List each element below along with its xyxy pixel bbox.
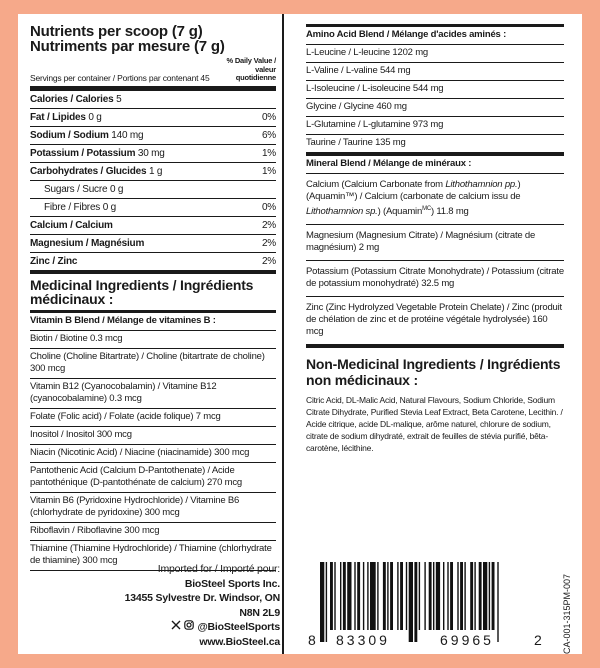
barcode-digits-2: 83309 [336,632,390,648]
barcode-bar [387,562,388,630]
nutrient-row [30,127,276,145]
barcode [308,562,548,650]
nutrition-title-fr: Nutriments par mesure (7 g) [30,38,225,55]
barcode-bar [457,562,458,630]
amino-item: L-Isoleucine / L-isoleucine 544 mg [306,81,564,99]
instagram-icon [184,620,194,635]
barcode-bar [464,562,465,630]
nutrient-dv: 2% [261,255,276,267]
servings-text: Servings per container / Portions par contenant 45 [30,72,210,83]
mineral-item: Zinc (Zinc Hydrolyzed Vegetable Protein Chelate) / Zinc (produit de chélation de zinc et de protéine végétale hydrolysée) 160 mcg [306,297,564,345]
amino-item: L-Leucine / L-leucine 1202 mg [306,45,564,63]
nutrient-row [30,145,276,163]
nutrient-label: Sugars / Sucre 0 g [44,183,124,195]
amino-title: Amino Acid Blend / Mélange d'acides aminés : [306,27,564,45]
amino-list [306,45,564,153]
medicinal-item: Choline (Choline Bitartrate) / Choline (bitartrate de choline) 300 mcg [30,349,276,379]
nutrient-dv: 0% [261,111,276,123]
barcode-bar [340,562,341,630]
mineral-title: Mineral Blend / Mélange de minéraux : [306,156,564,174]
barcode-bar [419,562,420,630]
medicinal-title: Medicinal Ingredients / Ingrédients médicinaux : [30,276,254,307]
nutrient-row [30,253,276,271]
nutrient-label: Potassium / Potassium 30 mg [30,147,165,159]
thick-rule-2 [30,271,276,274]
barcode-bar [450,562,453,630]
medicinal-item: Folate (Folic acid) / Folate (acide folique) 7 mcg [30,409,276,427]
barcode-bar [479,562,482,630]
medicinal-item: Vitamin B12 (Cyanocobalamin) / Vitamine B12 (cyanocobalamine) 0.3 mcg [30,379,276,409]
medicinal-item: Riboflavin / Riboflavine 300 mcg [30,523,276,541]
mineral-list [306,225,564,345]
amino-item: Taurine / Taurine 135 mg [306,135,564,153]
barcode-bar [409,562,413,642]
barcode-bar [497,562,498,642]
nutrient-row [30,235,276,253]
nutrient-row [30,217,276,235]
nutrient-dv: 2% [261,219,276,231]
nutrient-label: Zinc / Zinc [30,255,78,267]
barcode-bar [470,562,473,630]
nutrient-row [30,181,276,199]
servings-row [30,57,276,83]
nutrient-label: Carbohydrates / Glucides 1 g [30,165,163,177]
barcode-bar [343,562,346,630]
nutrient-row [30,91,276,109]
barcode-bar [406,562,407,630]
importer-social: @BioSteelSports [110,620,280,635]
importer-block [110,562,280,649]
nutrient-row [30,163,276,181]
amino-item: L-Glutamine / L-glutamine 973 mg [306,117,564,135]
nonmedicinal-title: Non-Medicinal Ingredients / Ingrédients non médicinaux : [306,356,561,389]
nutrient-label: Fat / Lipides 0 g [30,111,102,123]
barcode-bar [489,562,490,630]
barcode-bar [424,562,425,630]
barcode-bar [334,562,335,630]
importer-line1: Imported for / Importé pour: [157,563,280,575]
barcode-digits-3: 69965 [440,632,494,648]
nonmedicinal-text: Citric Acid, DL-Malic Acid, Natural Flavours, Sodium Chloride, Sodium Citrate Dihydrate, Purified Stevia Leaf Extract, Beta Carotene, Lecithin. / Acide citrique, acide DL-malique, arôme naturel, chlorure de sodium, citrate de sodium dihydraté, extrait de feuilles de stévia purifié, bêta-carotène, lécithine. [306,395,563,454]
barcode-bar [483,562,487,630]
barcode-bar [460,562,463,630]
barcode-digit-1: 8 [308,632,316,648]
medicinal-list [30,331,276,571]
vitamin-blend-title: Vitamin B Blend / Mélange de vitamines B : [30,313,276,331]
barcode-bar [326,562,327,642]
nutrient-dv: 6% [261,129,276,141]
barcode-bar [354,562,355,630]
barcode-bar [357,562,360,630]
daily-value-header: % Daily Value / valeur quotidienne [226,56,276,82]
barcode-bar [433,562,434,630]
barcode-bar [330,562,333,630]
mineral-bottom-rule [306,345,564,348]
barcode-bar [447,562,448,630]
barcode-bar [370,562,376,630]
barcode-bar [347,562,351,630]
barcode-digit-4: 2 [534,632,542,648]
barcode-bar [377,562,378,630]
nutrient-label: Magnesium / Magnésium [30,237,145,249]
barcode-bar [492,562,495,630]
barcode-bar [400,562,403,630]
barcode-bar [443,562,444,630]
barcode-bar [474,562,475,630]
nutrient-dv: 1% [261,147,276,159]
medicinal-item: Thiamine (Thiamine Hydrochloride) / Thiamine (chlorhydrate de thiamine) 300 mcg [30,541,276,571]
medicinal-item: Pantothenic Acid (Calcium D-Pantothenate) / Acide pantothénique (D-pantothénate de calcium) 270 mcg [30,463,276,493]
nutrient-label: Calcium / Calcium [30,219,113,231]
barcode-bar [414,562,417,642]
barcode-bar [383,562,386,630]
nutrient-dv: 0% [261,201,276,213]
amino-item: Glycine / Glycine 460 mg [306,99,564,117]
amino-item: L-Valine / L-valine 544 mg [306,63,564,81]
nutrient-dv: 2% [261,237,276,249]
barcode-bar [363,562,364,630]
mineral-item: Magnesium (Magnesium Citrate) / Magnésium (citrate de magnésium) 2 mg [306,225,564,261]
nutrient-table [30,91,276,271]
side-code-text: CA-001-315PM-007 [562,573,572,654]
nutrient-label: Fibre / Fibres 0 g [44,201,117,213]
medicinal-item: Niacin (Nicotinic Acid) / Niacine (niacinamide) 300 mcg [30,445,276,463]
right-column [306,24,564,454]
importer-company: BioSteel Sports Inc. [184,577,280,590]
nutrient-label: Sodium / Sodium 140 mg [30,129,144,141]
barcode-bar [436,562,440,630]
x-icon [171,620,181,635]
medicinal-item: Biotin / Biotine 0.3 mcg [30,331,276,349]
mineral-item: Potassium (Potassium Citrate Monohydrate) / Potassium (citrate de potassium monohydraté) 32.5 mg [306,261,564,297]
nutrient-label: Calories / Calories 5 [30,93,122,105]
nutrient-dv: 1% [261,165,276,177]
column-divider [282,14,284,654]
nutrient-row [30,199,276,217]
left-column [30,24,276,571]
nutrition-title-en: Nutrients per scoop (7 g) [30,23,203,40]
nutrient-row [30,109,276,127]
barcode-bar [320,562,324,642]
mineral-calcium: Calcium (Calcium Carbonate from Lithothamnion pp.) (Aquamin™) / Calcium (carbonate de calcium issu de Lithothamnion sp.) (Aquamin$^{MC}$) 11.8 mg [306,174,564,225]
medicinal-item: Inositol / Inositol 300 mcg [30,427,276,445]
barcode-bar [390,562,393,630]
barcode-bar [367,562,368,630]
importer-website: www.BioSteel.ca [199,635,280,648]
medicinal-item: Vitamin B6 (Pyridoxine Hydrochloride) / Vitamine B6 (chlorhydrate de pyridoxine) 300 mcg [30,493,276,523]
barcode-bar [429,562,432,630]
barcode-bar [397,562,398,630]
importer-address: 13455 Sylvestre Dr. Windsor, ON N8N 2L9 [124,592,280,619]
side-code [562,560,576,654]
